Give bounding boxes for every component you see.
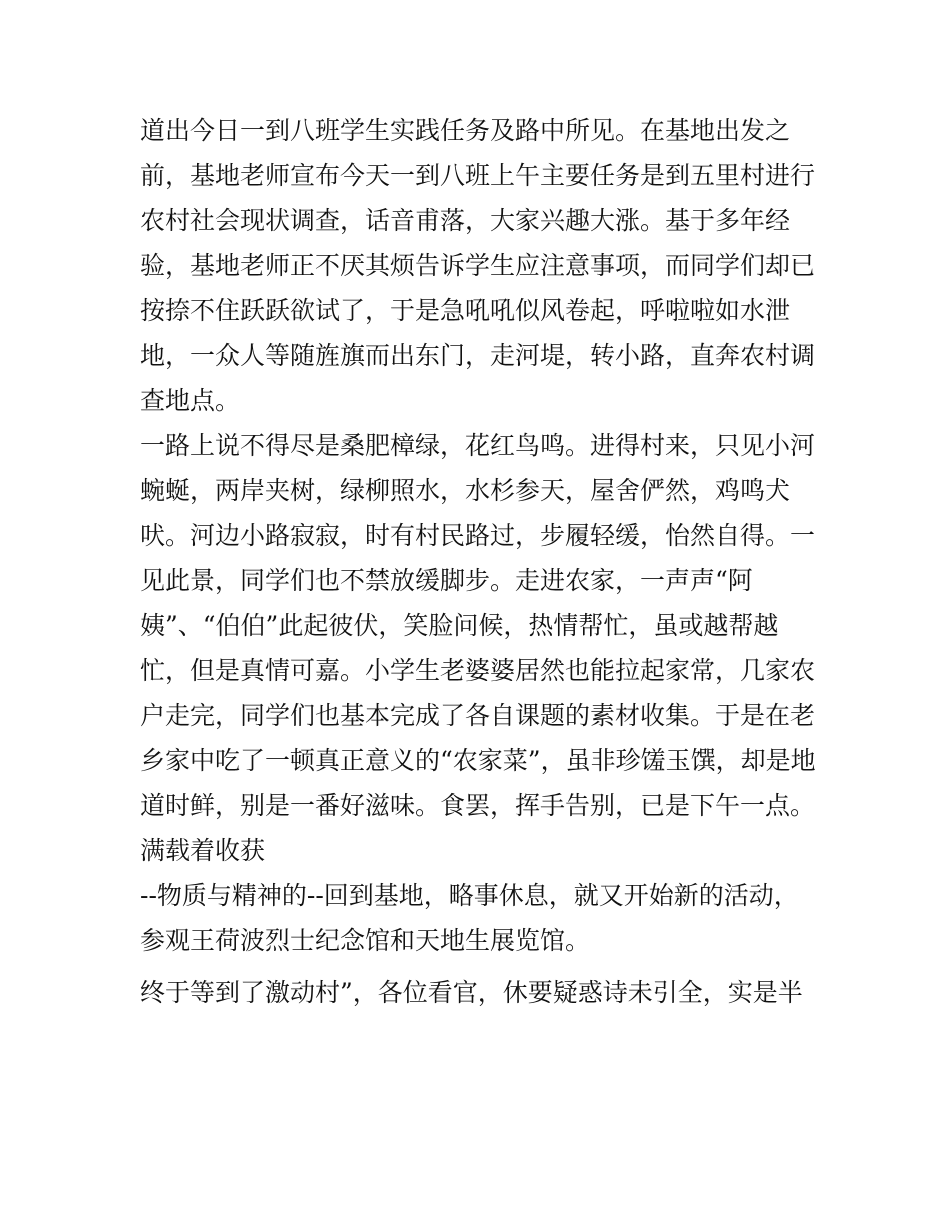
text-line: 姨”、“伯伯”此起彼伏，笑脸问候，热情帮忙，虽或越帮越 bbox=[140, 611, 779, 640]
text-line: 参观王荷波烈士纪念馆和天地生展览馆。 bbox=[140, 926, 591, 955]
text-line: 验，基地老师正不厌其烦告诉学生应注意事项，而同学们却已 bbox=[140, 251, 816, 280]
text-line: 忙，但是真情可嘉。小学生老婆婆居然也能拉起家常，几家农 bbox=[140, 656, 816, 685]
text-line: 道时鲜，别是一番好滋味。食罢，挥手告别，已是下午一点。 bbox=[140, 791, 816, 820]
text-line: 满载着收获 bbox=[140, 836, 266, 865]
text-line: --物质与精神的--回到基地，略事休息，就又开始新的活动， bbox=[140, 881, 799, 910]
text-line: 查地点。 bbox=[140, 386, 241, 415]
text-line: 见此景，同学们也不禁放缓脚步。走进农家，一声声“阿 bbox=[140, 566, 753, 595]
text-line: 道出今日一到八班学生实践任务及路中所见。在基地出发之 bbox=[140, 116, 791, 145]
text-line: 终于等到了激动村”，各位看官，休要疑惑诗未引全，实是半 bbox=[140, 978, 803, 1007]
text-line: 地，一众人等随旌旗而出东门，走河堤，转小路，直奔农村调 bbox=[140, 341, 816, 370]
text-line: 蜿蜒，两岸夹树，绿柳照水，水杉参天，屋舍俨然，鸡鸣犬 bbox=[140, 476, 791, 505]
text-line: 按捺不住跃跃欲试了，于是急吼吼似风卷起，呼啦啦如水泄 bbox=[140, 296, 791, 325]
text-line: 农村社会现状调查，话音甫落，大家兴趣大涨。基于多年经 bbox=[140, 206, 791, 235]
body-text bbox=[140, 108, 830, 1015]
text-line: 吠。河边小路寂寂，时有村民路过，步履轻缓，怡然自得。一 bbox=[140, 521, 816, 550]
text-line: 前，基地老师宣布今天一到八班上午主要任务是到五里村进行 bbox=[140, 161, 816, 190]
text-line: 乡家中吃了一顿真正意义的“农家菜”，虽非珍馐玉馔，却是地 bbox=[140, 746, 816, 775]
text-line: 户走完，同学们也基本完成了各自课题的素材收集。于是在老 bbox=[140, 701, 816, 730]
text-line: 一路上说不得尽是桑肥樟绿，花红鸟鸣。进得村来，只见小河 bbox=[140, 431, 816, 460]
